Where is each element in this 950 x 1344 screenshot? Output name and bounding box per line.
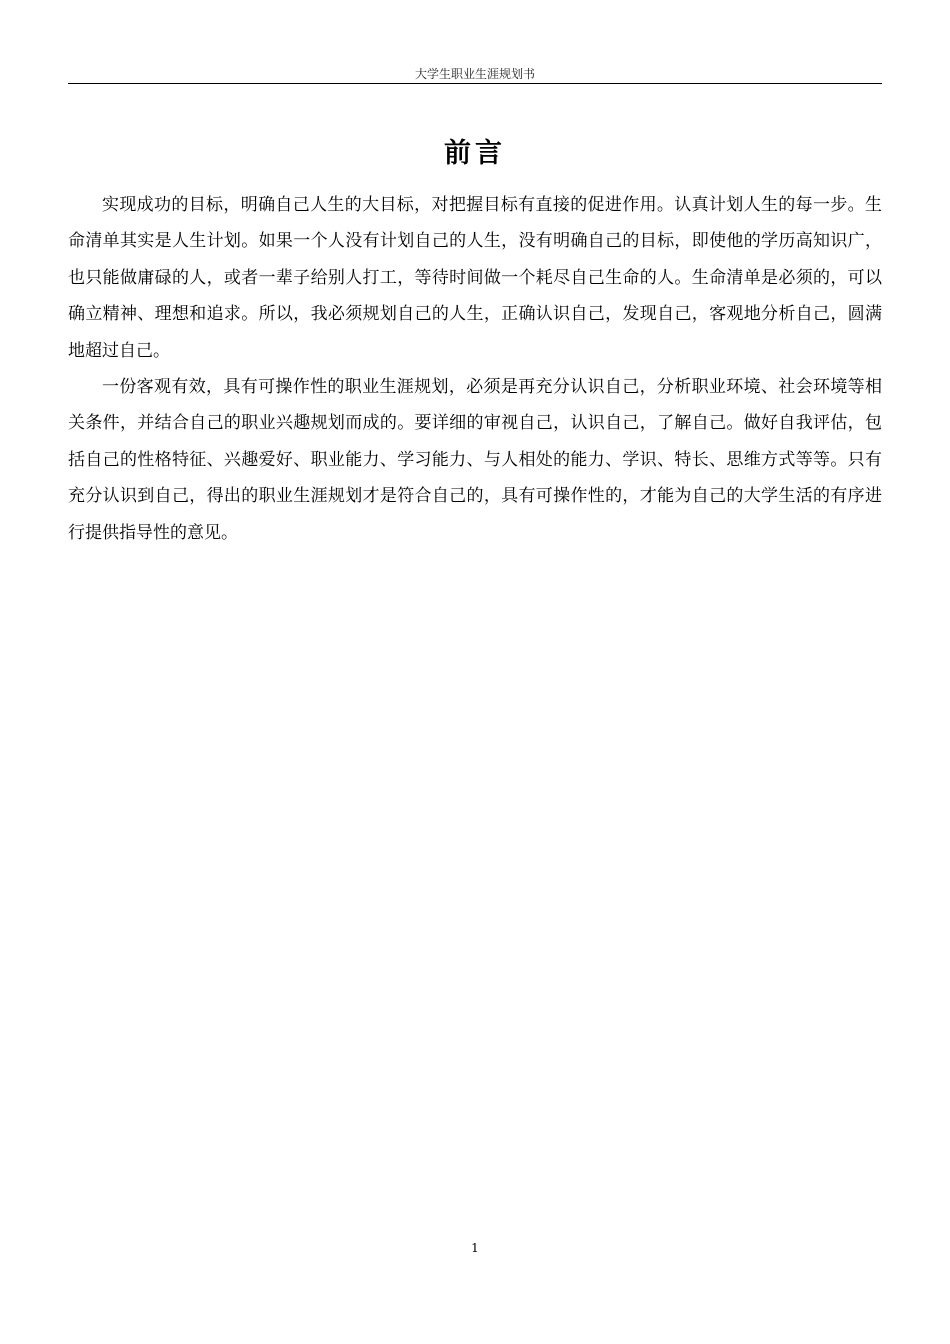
page-title: 前言 [444,138,506,170]
paragraph-1: 实现成功的目标，明确自己人生的大目标，对把握目标有直接的促进作用。认真计划人生的每一步。生命清单其实是人生计划。如果一个人没有计划自己的人生，没有明确自己的目标，即使他的学历高知识广，也只能做庸碌的人，或者一辈子给别人打工，等待时间做一个耗尽自己生命的人。生命清单是必须的，可以确立精神、理想和追求。所以，我必须规划自己的人生，正确认识自己，发现自己，客观地分析自己，圆满地超过自己。 [68,195,882,361]
header-divider [68,83,882,84]
paragraph-2: 一份客观有效，具有可操作性的职业生涯规划，必须是再充分认识自己，分析职业环境、社会环境等相关条件，并结合自己的职业兴趣规划而成的。要详细的审视自己，认识自己，了解自己。做好自我评估，包括自己的性格特征、兴趣爱好、职业能力、学习能力、与人相处的能力、学识、特长、思维方式等等。只有充分认识到自己，得出的职业生涯规划才是符合自己的，具有可操作性的，才能为自己的大学生活的有序进行提供指导性的意见。 [68,377,882,543]
body-text [68,187,882,551]
page-number: 1 [471,1241,479,1255]
running-header: 大学生职业生涯规划书 [414,67,535,81]
